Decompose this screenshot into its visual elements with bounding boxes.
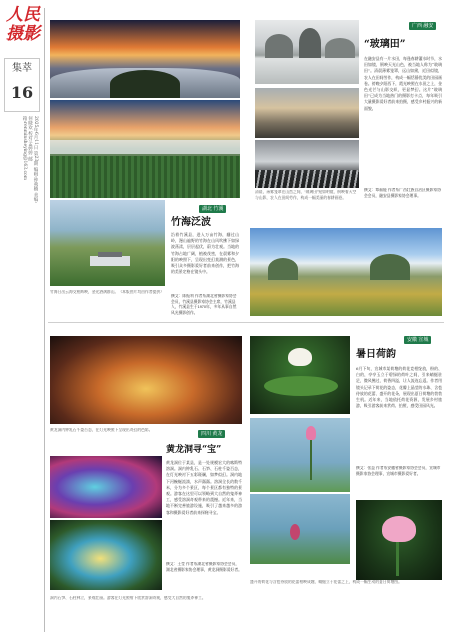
bamboo-photo-village — [50, 200, 165, 286]
cave-caption-bottom: 洞内石笋、石柱林立，景观壮丽。游客在灯光照射下欣赏溶洞奇观，感受大自然的鬼斧神工。 — [50, 596, 206, 600]
section-label: 集萃 — [12, 63, 32, 74]
lake-photo-misty-hills — [255, 20, 359, 84]
cave-location-tag: 四川 黄龙 — [198, 430, 225, 438]
page-number: 16 — [10, 83, 34, 102]
lake-caption: 清晨，薄雾笼罩在山峦之间，“玻璃田”宛如明镜，倒映着天空与山影，农人在田间劳作，构成一幅美丽的春耕画卷。 — [255, 190, 357, 200]
bamboo-caption: 竹海日出云海交相辉映，金光洒满群山。（本版图片均由作者提供） — [50, 290, 164, 294]
bamboo-body: 沿着竹溪县，进入万亩竹海，翻过山岭，漫山遍野的竹海在山风吹拂下如绿波荡漾，层层起伏，蔚为壮观。当地的竹海占地广阔，植被茂密，在晨雾和夕阳的映照下，呈现出变幻莫测的景色，吸引众多摄影爱好者前来创作，把竹海的美景定格在镜头中。 — [171, 232, 239, 275]
lake-body: 在融安县有一片水田，每逢春耕灌水时节，水田如镜，倒映天光山色，被当地人称为“玻璃田”。清晨薄雾笼罩，远山如黛，近田似镜，农人在田间劳作，构成一幅恬静优美的田园画卷。傍晚夕阳西下，霞光映照在水田之上，金色光芒与山影交织，更显梦幻。这片“玻璃田”已成为当地热门的摄影打卡点，每年吸引大量摄影爱好者前来拍摄，感受乡村振兴的新面貌。 — [364, 56, 442, 111]
masthead-logo: 人民摄影 — [6, 5, 40, 44]
lotus-body: 6月下旬，宣城市某荷塘的荷花竞相绽放，粉的、白的，亭亭玉立于碧绿的荷叶之间，引来蜻蜓驻足，微风拂过，荷香四溢，让人流连忘返。作者用镜头记录下荷花的姿态，花瓣上晶莹的水珠、含苞待放的花蕾、盛开的花朵，展现出夏日荷塘的勃勃生机。近年来，当地依托荷花资源，发展乡村旅游，吸引游客前来赏荷、拍照，感受田园风光。 — [356, 366, 442, 409]
bamboo-location-tag: 湖北 竹溪 — [199, 205, 226, 213]
lake-photo-terraced-fields — [250, 228, 442, 316]
section-box — [4, 58, 40, 112]
bamboo-photo-sunset-sea — [50, 100, 240, 198]
lake-location-tag: 广西 融安 — [409, 22, 436, 30]
lotus-photo-white-lotus — [250, 336, 350, 414]
cave-photo-colorful-stalactites — [50, 456, 162, 518]
section-divider — [48, 322, 444, 323]
bamboo-title: 竹海泛波 — [171, 217, 211, 228]
bamboo-credit: 撰文：陈振利 作者系湖北省摄影家协会会员，竹溪县摄影家协会主席，竹溪县人，竹溪县生于1970年，多年从事自然风光摄影创作。 — [171, 294, 237, 315]
lake-credit: 撰文：覃福能 作者系广西壮族自治区摄影家协会会员，融安县摄影家协会理事。 — [364, 188, 441, 198]
strip-divider — [44, 8, 45, 632]
lotus-title: 暑日荷韵 — [356, 349, 396, 360]
cave-credit: 撰文：王莹 作者系湖北省摄影家协会会员，湖北省摄影家协会理事，黄龙洞摄影爱好者。 — [166, 562, 242, 572]
lake-title: “玻璃田” — [364, 39, 406, 50]
cave-photo-underground-river — [50, 520, 162, 590]
lotus-location-tag: 安徽 宣城 — [404, 336, 431, 344]
bamboo-photo-sunrise-clouds — [50, 20, 240, 98]
cave-caption-top: 黄龙洞内钟乳石千姿百态，在灯光映照下呈现出奇幻的色彩。 — [50, 428, 153, 432]
lotus-photo-pond-reflection — [250, 494, 350, 564]
lotus-credit: 撰文：张益 作者系安徽省摄影家协会会员，宣城市摄影家协会理事，宣城市摄影爱好者。 — [356, 466, 441, 476]
cave-photo-golden-hall — [50, 336, 242, 424]
cave-body: 黄龙洞位于某县，是一处规模宏大的喀斯特溶洞。洞内钟乳石、石笋、石柱千姿百态，在灯光映衬下五彩斑斓，如梦似幻。洞内地下河蜿蜒流淌，水声潺潺。溶洞全长约数千米，分为多个景区，每个景区都有独特的景观。游客在这里可以领略到大自然的鬼斧神工，感受溶洞奇观带来的震撼。近年来，当地不断完善旅游设施，吸引了越来越多的游客和摄影爱好者前来探秘寻宝。 — [166, 460, 242, 515]
cave-title: 黄龙洞寻“宝” — [166, 445, 222, 455]
issue-meta: 2025年6月11日 第23期 编辑:钟燕楠 美编:何晓欢 校对:孟婷婷 邮箱:renminsheying@163.com — [22, 116, 38, 204]
lake-photo-reflection — [255, 140, 359, 188]
lotus-caption: 盛开的荷花与含苞待放的花蕾相映成趣，蜻蜓立于花蕾之上，构成一幅生动的夏日荷塘图。 — [250, 580, 402, 584]
lotus-photo-pink-lotus — [356, 500, 442, 580]
lake-photo-dusk-field — [255, 88, 359, 138]
lotus-photo-bud-with-dragonfly — [250, 418, 350, 492]
